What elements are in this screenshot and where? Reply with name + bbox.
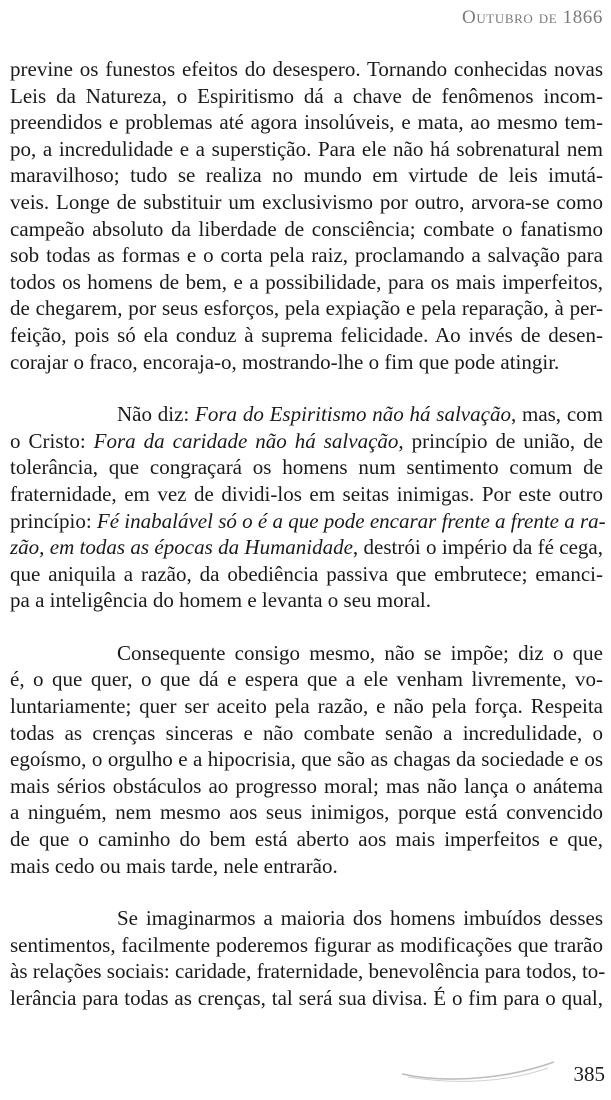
text-line: sob todas as formas e o corta pela raiz, proclamando a salvação para — [10, 243, 603, 268]
text-line: previne os funestos efeitos do desespero. Tornando conhecidas novas — [10, 57, 603, 81]
paragraph-2 — [10, 401, 606, 614]
text-line: campeão absoluto da liberdade de consciência; combate o fanatismo — [10, 216, 603, 241]
text-run: , mas, com — [510, 402, 603, 427]
text-line: que aniquila a razão, da obediência passiva que embrutece; emanci- — [10, 561, 603, 586]
text-line: fraternidade, em vez de dividi-los em seitas inimigas. Por este outro — [10, 481, 603, 506]
text-line: todos os homens de bem, e a possibilidade, para os mais imperfeitos, — [10, 269, 603, 294]
text-line: tolerância, que congraçará os homens num sentimento comum de — [10, 455, 603, 480]
text-line: Consequente consigo mesmo, não se impõe; diz o que — [117, 640, 603, 665]
italic-quote: zão, em todas as épocas da Humanidade — [10, 535, 353, 560]
text-line: é, o que quer, o que dá e espera que a ele venham livremente, vo- — [10, 667, 603, 692]
paragraph-1 — [10, 56, 603, 375]
paragraph-4 — [10, 905, 606, 1011]
text-line — [10, 508, 606, 535]
text-run: , destrói o império da fé cega, — [352, 535, 603, 560]
text-line: luntariamente; quer ser aceito pela razão, e não pela força. Respeita — [10, 694, 603, 719]
text-line — [10, 534, 603, 561]
text-run: , princípio de união, de — [398, 428, 603, 453]
italic-quote: Fora do Espiritismo não há salvação — [195, 402, 511, 427]
text-line: po, a incredulidade e a superstição. Para ele não há sobrenatural nem — [10, 136, 603, 161]
text-line: de chegarem, por seus esforços, pela expiação e pela reparação, à per- — [10, 296, 603, 321]
text-line: pa a inteligência do homem e levanta o seu moral. — [10, 588, 432, 613]
page-number: 385 — [573, 1062, 605, 1086]
text-line: mais cedo ou mais tarde, nele entrarão. — [10, 853, 338, 878]
running-head: Outubro de 1866 — [462, 7, 603, 28]
text-line — [10, 401, 603, 428]
text-line: mais sérios obstáculos ao progresso moral; mas não lança o anátema — [10, 773, 603, 798]
text-line: preendidos e problemas até agora insolúveis, e mata, ao mesmo tem- — [10, 110, 603, 135]
text-line: maravilhoso; tudo se realiza no mundo em virtude de leis imutá- — [10, 163, 603, 188]
text-line: veis. Longe de substituir um exclusivismo por outro, arvora-se como — [10, 189, 603, 214]
italic-quote: Fora da caridade não há salvação — [93, 428, 399, 453]
text-line: de que o caminho do bem está aberto aos mais imperfeitos e que, — [10, 827, 603, 852]
paragraph-3 — [10, 640, 603, 879]
text-run: princípio: — [10, 508, 97, 533]
text-line: corajar o fraco, encoraja-o, mostrando-lhe o fim que pode atingir. — [10, 349, 560, 374]
text-line: às relações sociais: caridade, fraternidade, benevolência para todos, to- — [10, 959, 606, 984]
body-text — [10, 56, 606, 1038]
italic-quote: Fé inabalável só o é a que pode encarar frente a frente a ra- — [96, 508, 606, 533]
text-line: todas as crenças sinceras e não combate senão a incredulidade, o — [10, 720, 603, 745]
text-line: egoísmo, o orgulho e a hipocrisia, que são as chagas da sociedade e os — [10, 747, 603, 772]
text-line: lerância para todas as crenças, tal será sua divisa. É o fim para o qual, — [10, 986, 603, 1010]
text-line: Se imaginarmos a maioria dos homens imbuídos desses — [117, 906, 603, 931]
decorative-swoosh — [398, 1052, 558, 1086]
text-run: o Cristo: — [10, 428, 94, 453]
text-run: Não diz: — [117, 402, 196, 427]
text-line: a ninguém, nem mesmo aos seus inimigos, porque está convencido — [10, 800, 603, 825]
text-line — [10, 428, 603, 455]
text-line: sentimentos, facilmente poderemos figurar as modificações que trarão — [10, 932, 603, 957]
text-line: feição, pois só ela conduz à suprema felicidade. Ao invés de desen- — [10, 322, 603, 347]
text-line: Leis da Natureza, o Espiritismo dá a chave de fenômenos incom- — [10, 83, 603, 108]
